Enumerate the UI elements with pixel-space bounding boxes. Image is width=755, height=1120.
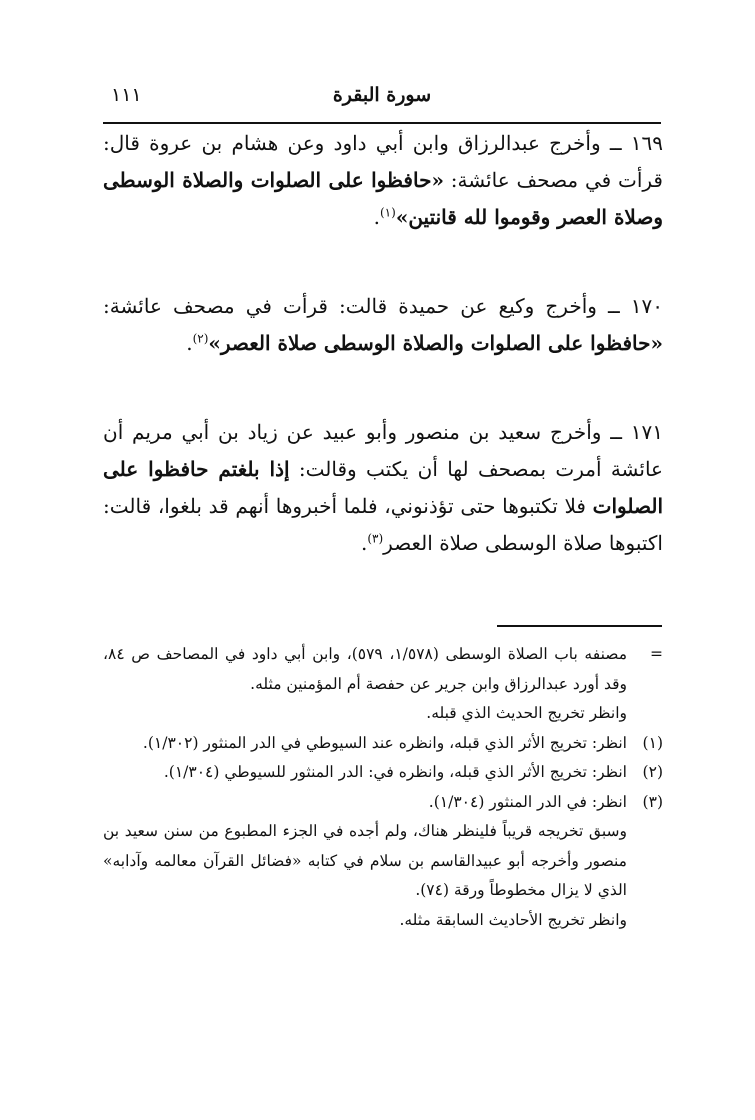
page-number: ١١١ [111, 84, 142, 106]
entry-text: ١٦٩ ــ وأخرج عبدالرزاق وابن أبي داود وعن هشام بن عروة قال: قرأت في مصحف عائشة: [103, 131, 663, 192]
footnote-marker: (٢) [642, 763, 663, 781]
footnote-text: انظر: في الدر المنثور (١/٣٠٤). [428, 792, 627, 811]
footnote-ref: (١) [379, 205, 396, 220]
footnote-text: انظر: تخريج الأثر الذي قبله، وانظره عند السيوطي في الدر المنثور (١/٣٠٢). [142, 733, 627, 752]
header-rule [103, 122, 661, 124]
footnote-continuation [103, 640, 663, 699]
footnote-1 [103, 729, 663, 759]
entry-text: ١٧٠ ــ وأخرج وكيع عن حميدة قالت: قرأت في مصحف عائشة: [103, 294, 663, 318]
entry-end: . [373, 205, 380, 229]
main-text [103, 125, 663, 562]
continuation-marker: = [650, 645, 663, 663]
footnote-text: انظر: تخريج الأثر الذي قبله، وانظره في: الدر المنثور للسيوطي (١/٣٠٤). [163, 763, 627, 781]
footnotes [103, 640, 663, 935]
page-header [103, 80, 661, 124]
footnote-ref: (٢) [192, 331, 209, 346]
quoted-reading: «حافظوا على الصلوات والصلاة الوسطى وصلاة العصر وقوموا لله قانتين» [103, 168, 663, 229]
entry-end: . [360, 531, 368, 555]
entry-text: ١٧١ ــ وأخرج سعيد بن منصور وأبو عبيد عن زياد بن أبي مريم أن عائشة أمرت بمصحف لها أن يكتب وقالت: [103, 420, 663, 481]
footnote-text: وانظر تخريج الحديث الذي قبله. [426, 704, 627, 722]
footnote-separator [497, 625, 662, 627]
entry-169 [103, 125, 663, 236]
quoted-reading: إذا بلغتم حافظوا على الصلوات [103, 457, 664, 518]
entry-171 [103, 414, 663, 562]
footnote-text: وسبق تخريجه قريباً فلينظر هناك، ولم أجده في الجزء المطبوع من سنن سعيد بن منصور وأخرجه أبو عبيدالقاسم بن سلام في كتابه «فضائل القرآن معالمه وآدابه» الذي لا يزال مخطوطاً ورقة (٧٤). [103, 822, 627, 899]
entry-text-continued: فلا تكتبوها حتى تؤذنوني، فلما أخبروها أنهم قد بلغوا، قالت: اكتبوها صلاة الوسطى صلاة العصر [103, 494, 663, 555]
footnote-text: وانظر تخريج الأحاديث السابقة مثله. [399, 910, 627, 929]
footnote-3 [103, 788, 663, 818]
quoted-reading: «حافظوا على الصلوات والصلاة الوسطى صلاة العصر» [208, 331, 663, 355]
entry-170 [103, 288, 663, 362]
footnote-ref: (٣) [367, 531, 384, 546]
entry-end: . [186, 331, 193, 355]
footnote-2 [103, 758, 663, 788]
footnote-marker: (٣) [642, 792, 663, 811]
running-title: سورة البقرة [332, 84, 432, 106]
footnote-text: مصنفه باب الصلاة الوسطى (١/٥٧٨، ٥٧٩)، وابن أبي داود في المصاحف ص ٨٤، وقد أورد عبدالرزاق وابن جرير عن حفصة أم المؤمنين مثله. [103, 645, 628, 693]
footnote-marker: (١) [642, 733, 663, 752]
